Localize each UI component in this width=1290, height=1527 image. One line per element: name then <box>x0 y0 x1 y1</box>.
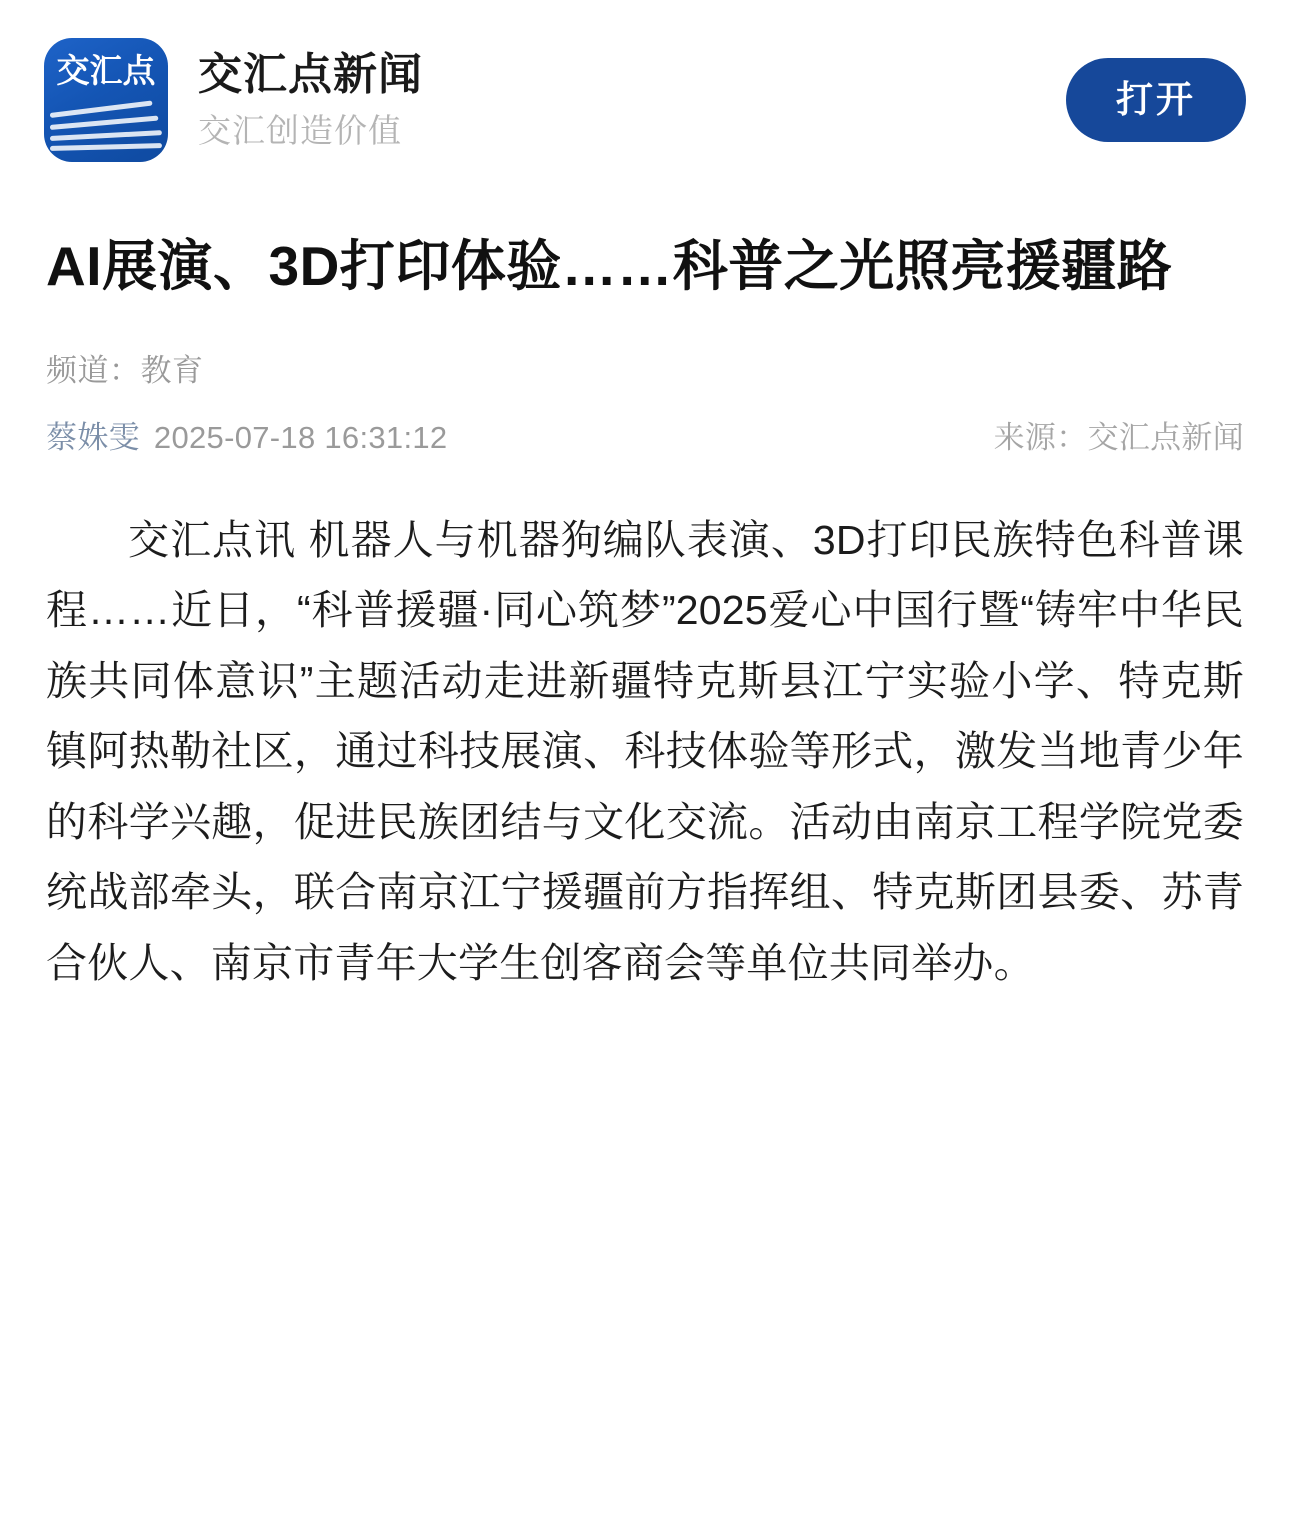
app-meta <box>198 47 1066 153</box>
channel-label: 频道： <box>46 352 141 388</box>
app-logo-text: 交汇点 <box>56 52 156 89</box>
app-slogan: 交汇创造价值 <box>198 112 402 150</box>
article-container <box>0 188 1290 998</box>
page-title: AI展演、3D打印体验……科普之光照亮援疆路 <box>46 235 1173 297</box>
byline-left <box>46 412 447 457</box>
source-label: 来源： <box>993 419 1088 455</box>
app-logo-icon <box>44 38 168 162</box>
article-paragraph: 交汇点讯 机器人与机器狗编队表演、3D打印民族特色科普课程……近日，“科普援疆·同心筑梦”2025爱心中国行暨“铸牢中华民族共同体意识”主题活动走进新疆特克斯县江宁实验小学、特克斯镇阿热勒社区，通过科技展演、科技体验等形式，激发当地青少年的科学兴趣，促进民族团结与文化交流。活动由南京工程学院党委统战部牵头，联合南京江宁援疆前方指挥组、特克斯团县委、苏青合伙人、南京市青年大学生创客商会等单位共同举办。 <box>46 516 1244 986</box>
open-app-button[interactable]: 打开 <box>1066 58 1246 143</box>
app-logo-stripes <box>44 100 168 152</box>
app-name: 交汇点新闻 <box>198 50 423 100</box>
channel-line <box>46 345 1244 390</box>
publish-timestamp: 2025-07-18 16:31:12 <box>153 419 448 455</box>
app-promo-bar <box>0 0 1290 188</box>
source-value: 交汇点新闻 <box>1087 419 1244 455</box>
byline-row <box>46 412 1244 457</box>
author-name[interactable]: 蔡姝雯 <box>46 419 140 455</box>
article-body <box>46 505 1244 999</box>
byline-right <box>994 412 1244 457</box>
channel-value[interactable]: 教育 <box>140 352 204 388</box>
